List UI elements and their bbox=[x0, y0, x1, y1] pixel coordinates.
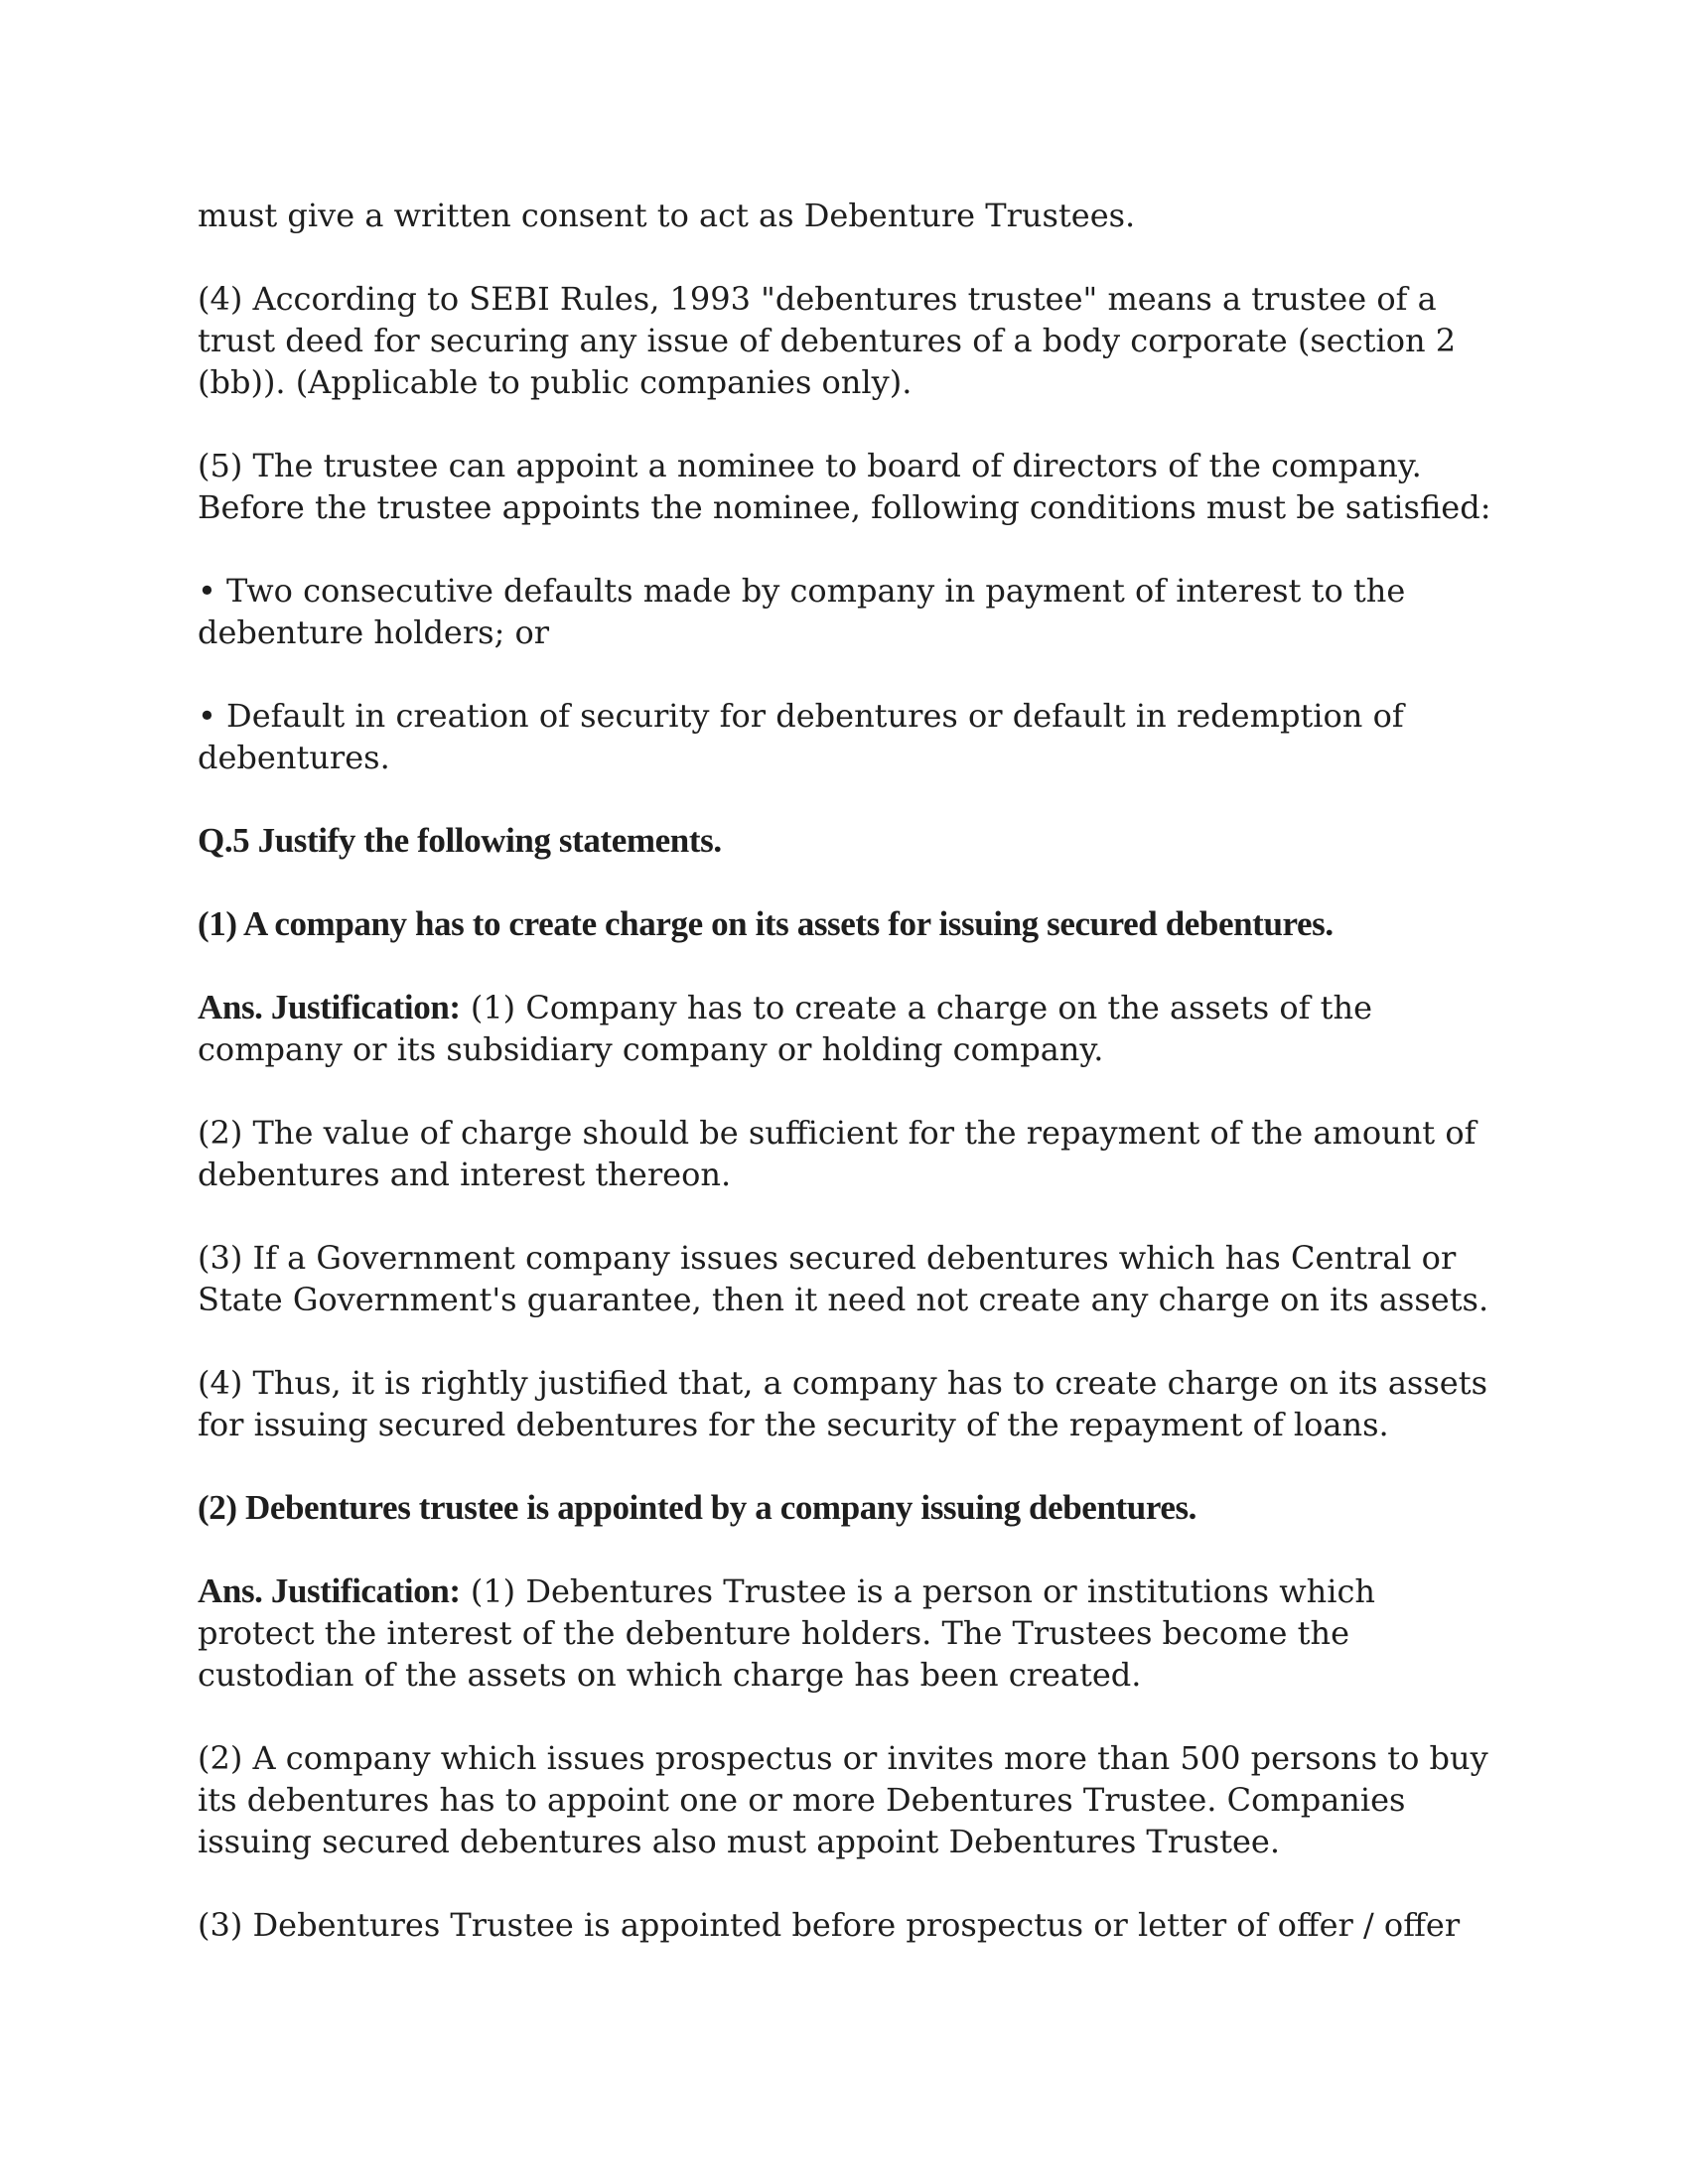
paragraph-consent: must give a written consent to act as Debenture Trustees. bbox=[198, 197, 1136, 234]
bullet-consecutive-defaults: • Two consecutive defaults made by company in payment of interest to the debenture holders; or bbox=[198, 572, 1406, 651]
paragraph-appointed-before: (3) Debentures Trustee is appointed before prospectus or letter of offer / offer bbox=[198, 1906, 1461, 1944]
statement-heading-1: (1) A company has to create charge on its assets for issuing secured debentures. bbox=[198, 904, 1334, 943]
paragraph-500-persons: (2) A company which issues prospectus or invites more than 500 persons to buy its debentures has to appoint one or more Debentures Trustee. Companies issuing secured debentures also must appoint Debentures Trustee. bbox=[198, 1739, 1488, 1860]
statement-heading-2: (2) Debentures trustee is appointed by a company issuing debentures. bbox=[198, 1488, 1197, 1527]
paragraph-government-company: (3) If a Government company issues secured debentures which has Central or State Government's guarantee, then it need not create any charge on its assets. bbox=[198, 1239, 1489, 1318]
answer-lead: Ans. Justification: bbox=[198, 988, 461, 1026]
answer-lead: Ans. Justification: bbox=[198, 1571, 461, 1610]
question-heading: Q.5 Justify the following statements. bbox=[198, 821, 722, 860]
answer-text: (1) Company has to create a charge on the assets of the company or its subsidiary company or holding company. bbox=[198, 989, 1372, 1068]
answer-text: (1) Debentures Trustee is a person or institutions which protect the interest of the debenture holders. The Trustees become the custodian of the assets on which charge has been created. bbox=[198, 1572, 1375, 1694]
answer-paragraph-1 bbox=[198, 987, 1498, 1070]
paragraph-charge-value: (2) The value of charge should be sufficient for the repayment of the amount of debentures and interest thereon. bbox=[198, 1114, 1477, 1193]
answer-paragraph-2 bbox=[198, 1570, 1498, 1696]
paragraph-sebi-rules: (4) According to SEBI Rules, 1993 "debentures trustee" means a trustee of a trust deed for securing any issue of debentures of a body corporate (section 2 (bb)). (Applicable to public companies only). bbox=[198, 280, 1457, 401]
paragraph-nominee: (5) The trustee can appoint a nominee to board of directors of the company. Before the trustee appoints the nominee, following conditions must be satisfied: bbox=[198, 447, 1491, 526]
paragraph-conclusion-1: (4) Thus, it is rightly justified that, a company has to create charge on its assets for issuing secured debentures for the security of the repayment of loans. bbox=[198, 1364, 1487, 1443]
document-page bbox=[198, 195, 1498, 1987]
bullet-default-security: • Default in creation of security for debentures or default in redemption of debentures. bbox=[198, 697, 1404, 776]
